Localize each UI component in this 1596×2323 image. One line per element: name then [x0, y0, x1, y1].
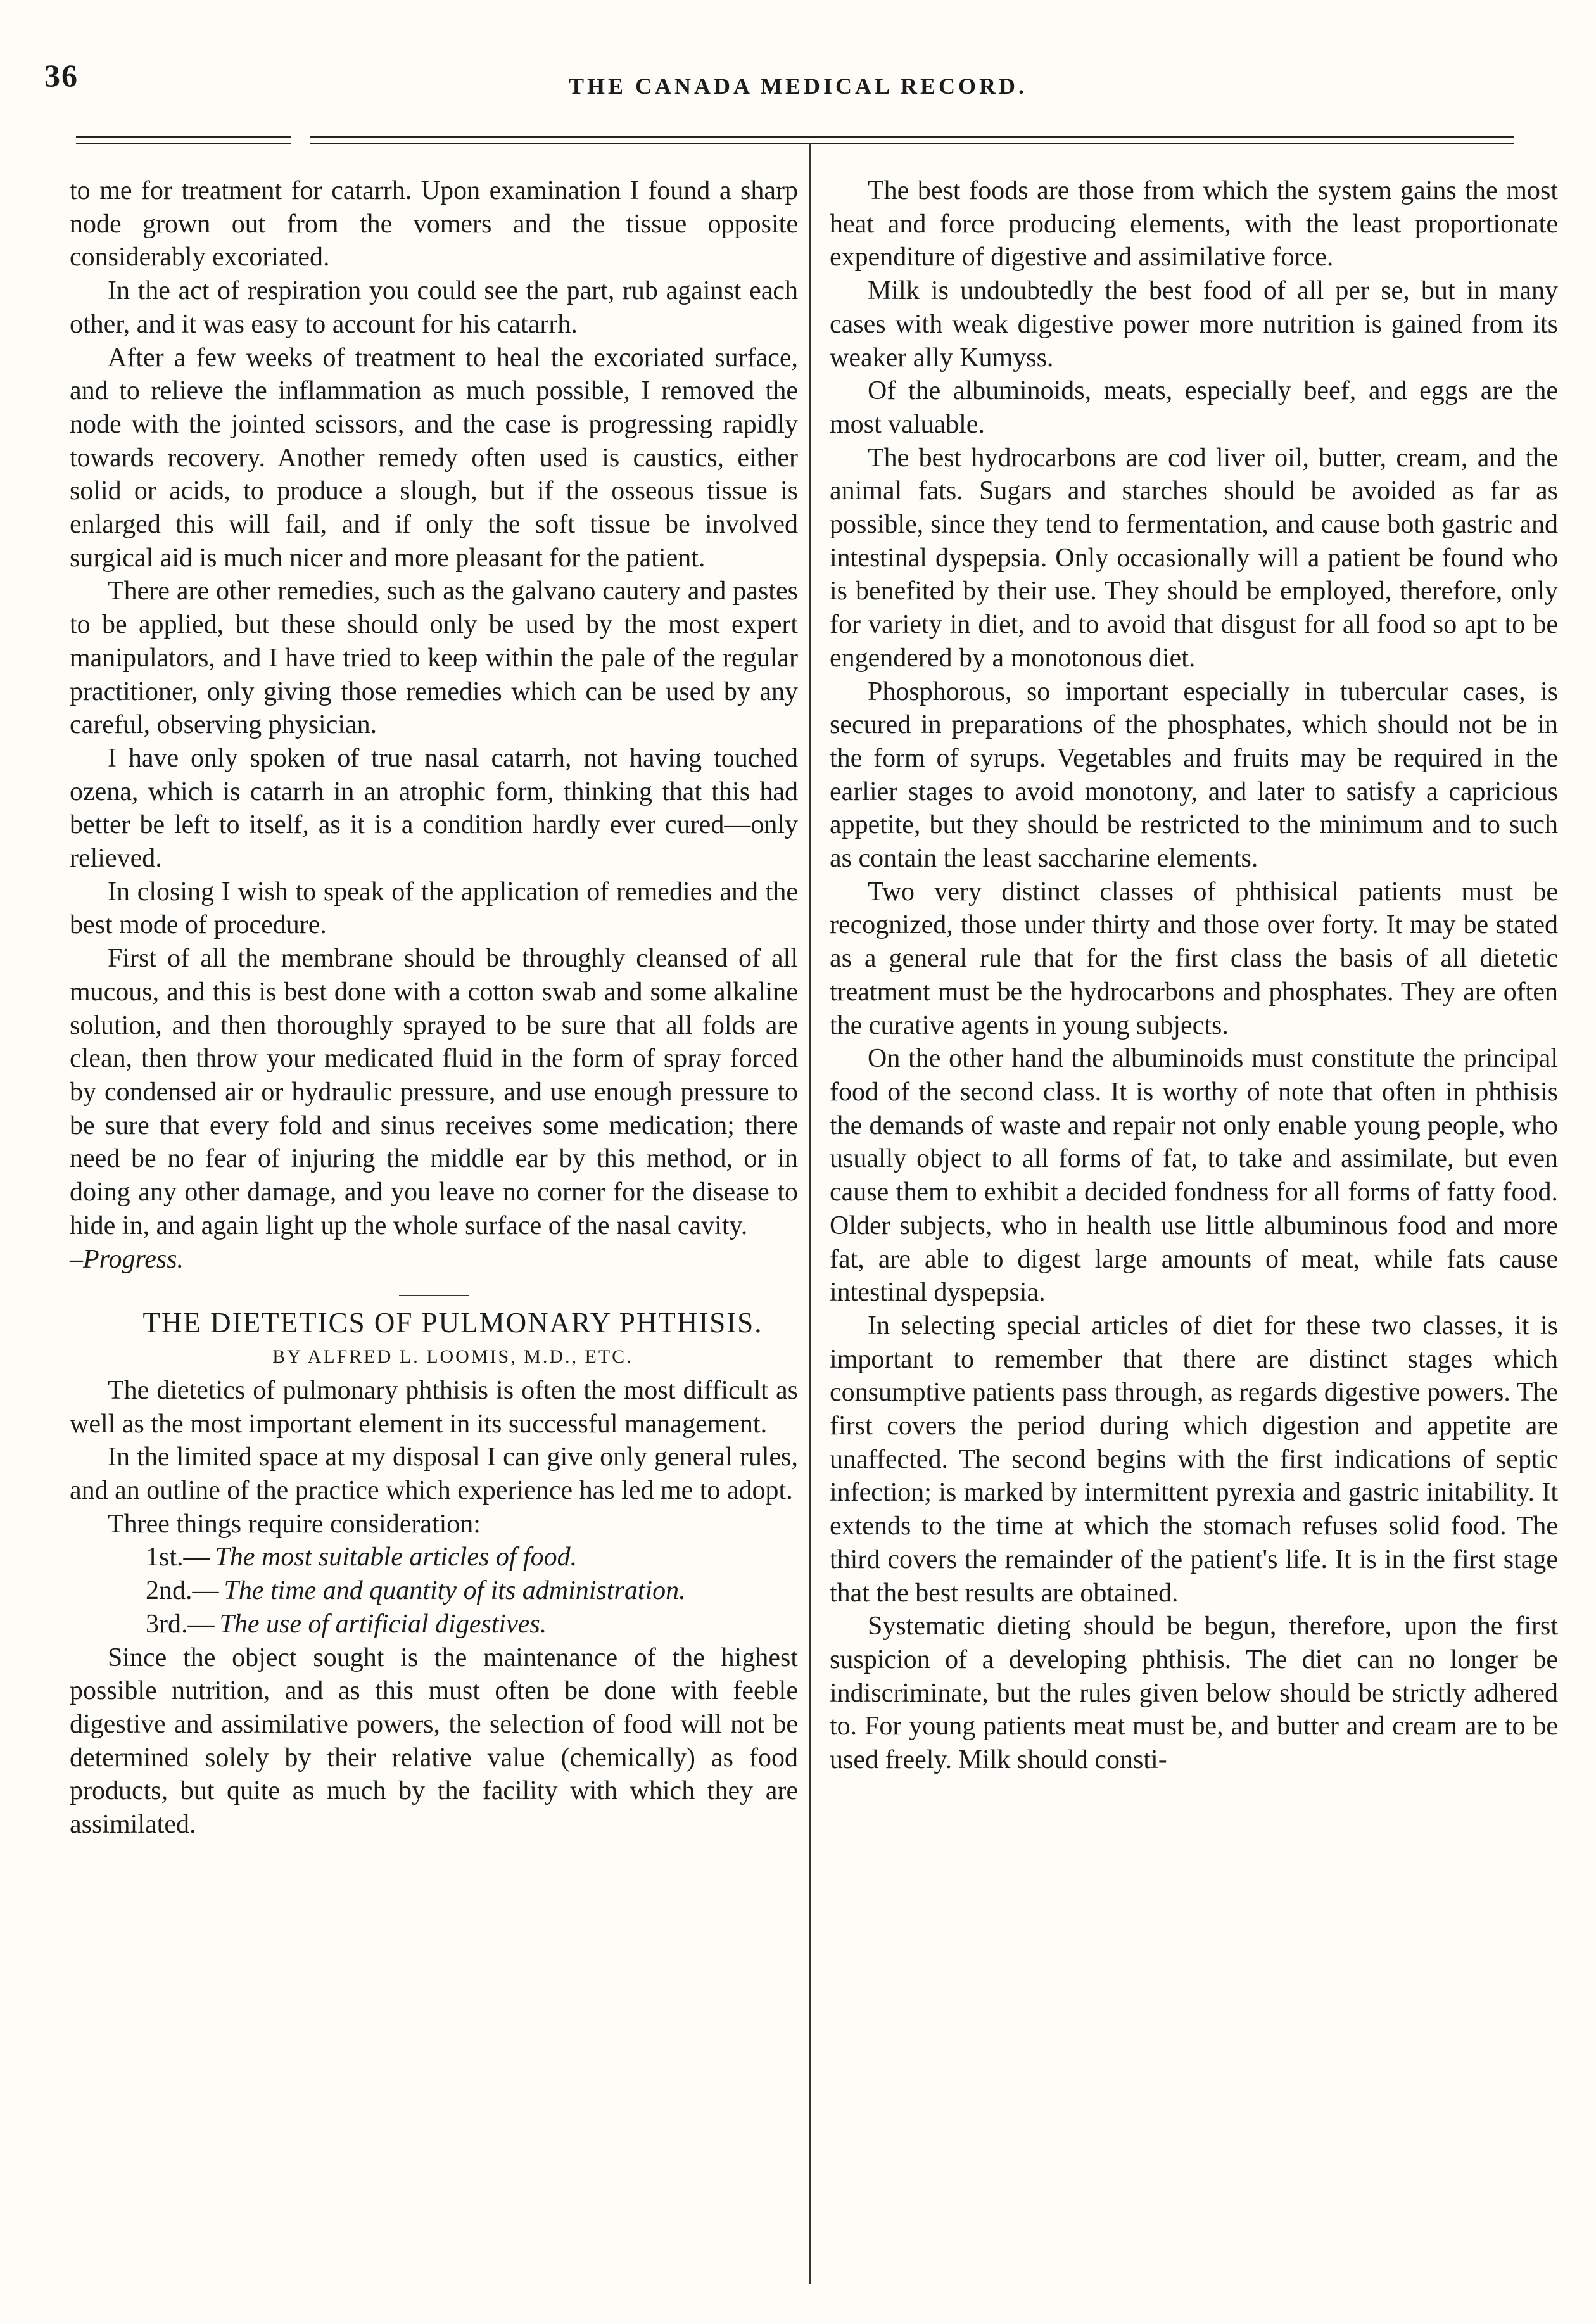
left-column: [70, 174, 798, 1842]
list-number: 2nd.—: [146, 1576, 219, 1606]
paragraph: Systematic dieting should be begun, therefore, upon the first suspicion of a developing phthisis. The diet can no longer be indiscriminate, but the rules given below should be strictly adhered to. For young patients meat must be, and butter and cream are to be used freely. Milk should consti-: [830, 1612, 1558, 1775]
paragraph: Of the albuminoids, meats, especially beef, and eggs are the most valuable.: [830, 376, 1558, 439]
header-rule-right: [310, 136, 1514, 144]
source-credit: –Progress.: [70, 1244, 184, 1274]
paragraph: The dietetics of pulmonary phthisis is often the most difficult as well as the most important element in its successful management.: [70, 1375, 798, 1439]
paragraph: On the other hand the albuminoids must constitute the principal food of the second class. It is worthy of note that often in phthisis the demands of waste and repair not only enable young people, who usually object to all forms of fat, to take and assimilate, but even cause them to exhibit a decided fondness for all forms of fatty food. Older subjects, who in health use little albuminous food and more fat, are able to digest large amounts of meat, while fats cause intestinal dyspepsia.: [830, 1044, 1558, 1308]
paragraph: I have only spoken of true nasal catarrh, not having touched ozena, which is catarrh in an atrophic form, thinking that this had better be left to itself, as it is a condition hardly ever cured—only relieved.: [70, 743, 798, 874]
right-column: [830, 174, 1558, 1777]
list-text: The most suitable articles of food.: [215, 1543, 578, 1572]
article-byline: BY ALFRED L. LOOMIS, M.D., ETC.: [272, 1346, 633, 1368]
paragraph: In the act of respiration you could see the part, rub against each other, and it was easy to account for his catarrh.: [70, 276, 798, 339]
paragraph: In the limited space at my disposal I can give only general rules, and an outline of the practice which experience has led me to adopt.: [70, 1442, 798, 1506]
running-head: THE CANADA MEDICAL RECORD.: [568, 73, 1028, 99]
paragraph: In closing I wish to speak of the application of remedies and the best mode of procedure.: [70, 877, 798, 940]
article-title: THE DIETETICS OF PULMONARY PHTHISIS.: [142, 1307, 763, 1339]
paragraph: Two very distinct classes of phthisical patients must be recognized, those under thirty and those over forty. It may be stated as a general rule that for the first class the basis of all dietetic treatment must be the hydrocarbons and phosphates. They are often the curative agents in young subjects.: [830, 877, 1558, 1040]
list-item: [70, 1608, 798, 1641]
paragraph: There are other remedies, such as the galvano cautery and pastes to be applied, but these should only be used by the most expert manipulators, and I have tried to keep within the pale of the regular practitioner, only giving those remedies which can be used by any careful, observing physician.: [70, 576, 798, 740]
list-text: The use of artificial digestives.: [219, 1609, 547, 1639]
article-separator: [399, 1295, 469, 1296]
paragraph: The best hydrocarbons are cod liver oil, butter, cream, and the animal fats. Sugars and starches should be avoided as far as possible, since they tend to fermentation, and cause both gastric and intestinal dyspepsia. Only occasionally will a patient be found who is benefited by their use. They should be employed, therefore, only for variety in diet, and to avoid that disgust for all food so apt to be engendered by a monotonous diet.: [830, 443, 1558, 673]
paragraph: After a few weeks of treatment to heal the excoriated surface, and to relieve the inflammation as much possible, I removed the node with the jointed scissors, and the case is progressing rapidly towards recovery. Another remedy often used is caustics, either solid or acids, to produce a slough, but if the osseous tissue is enlarged this will fail, and if only the soft tissue be involved surgical aid is much nicer and more pleasant for the patient.: [70, 343, 798, 573]
header-rule-left: [76, 136, 291, 144]
page-number: 36: [44, 58, 79, 93]
list-number: 3rd.—: [146, 1609, 215, 1639]
paragraph: The best foods are those from which the system gains the most heat and force producing elements, with the least proportionate expenditure of digestive and assimilative force.: [830, 176, 1558, 272]
list-text: The time and quantity of its administration.: [224, 1576, 686, 1606]
paragraph: Milk is undoubtedly the best food of all per se, but in many cases with weak digestive power more nutrition is gained from its weaker ally Kumyss.: [830, 276, 1558, 372]
list-number: 1st.—: [146, 1543, 210, 1572]
paragraph: Since the object sought is the maintenance of the highest possible nutrition, and as this must often be done with feeble digestive and assimilative powers, the selection of food will not be determined solely by their relative value (chemically) as food products, but quite as much by the facility with which they are assimilated.: [70, 1643, 798, 1840]
paragraph: First of all the membrane should be throughly cleansed of all mucous, and this is best done with a cotton swab and some alkaline solution, and then thoroughly sprayed to be sure that all folds are clean, then throw your medicated fluid in the form of spray forced by condensed air or hydraulic pressure, and use enough pressure to be sure that every fold and sinus receives some medication; there need be no fear of injuring the middle ear by this method, or in doing any other damage, and you leave no corner for the disease to hide in, and again light up the whole surface of the nasal cavity.: [70, 944, 798, 1240]
column-divider: [809, 143, 811, 2284]
list-item: [70, 1541, 798, 1574]
list-heading: Three things require consideration:: [108, 1509, 481, 1539]
paragraph: to me for treatment for catarrh. Upon examination I found a sharp node grown out from the vomers and the tissue opposite considerably excoriated.: [70, 176, 798, 272]
list-item: [70, 1574, 798, 1608]
paragraph: In selecting special articles of diet for these two classes, it is important to remember that there are distinct stages which consumptive patients pass through, as regards digestive powers. The first covers the period during which digestion and appetite are unaffected. The second begins with the first indications of septic infection; is marked by intermittent pyrexia and gastric initability. It extends to the time at which the stomach refuses solid food. The third covers the remainder of the patient's life. It is in the first stage that the best results are obtained.: [830, 1311, 1558, 1608]
paragraph: Phosphorous, so important especially in tubercular cases, is secured in preparations of the phosphates, which should not be in the form of syrups. Vegetables and fruits may be required in the earlier stages to avoid monotony, and later to satisfy a capricious appetite, but they should be restricted to the minimum and to such as contain the least saccharine elements.: [830, 677, 1558, 874]
